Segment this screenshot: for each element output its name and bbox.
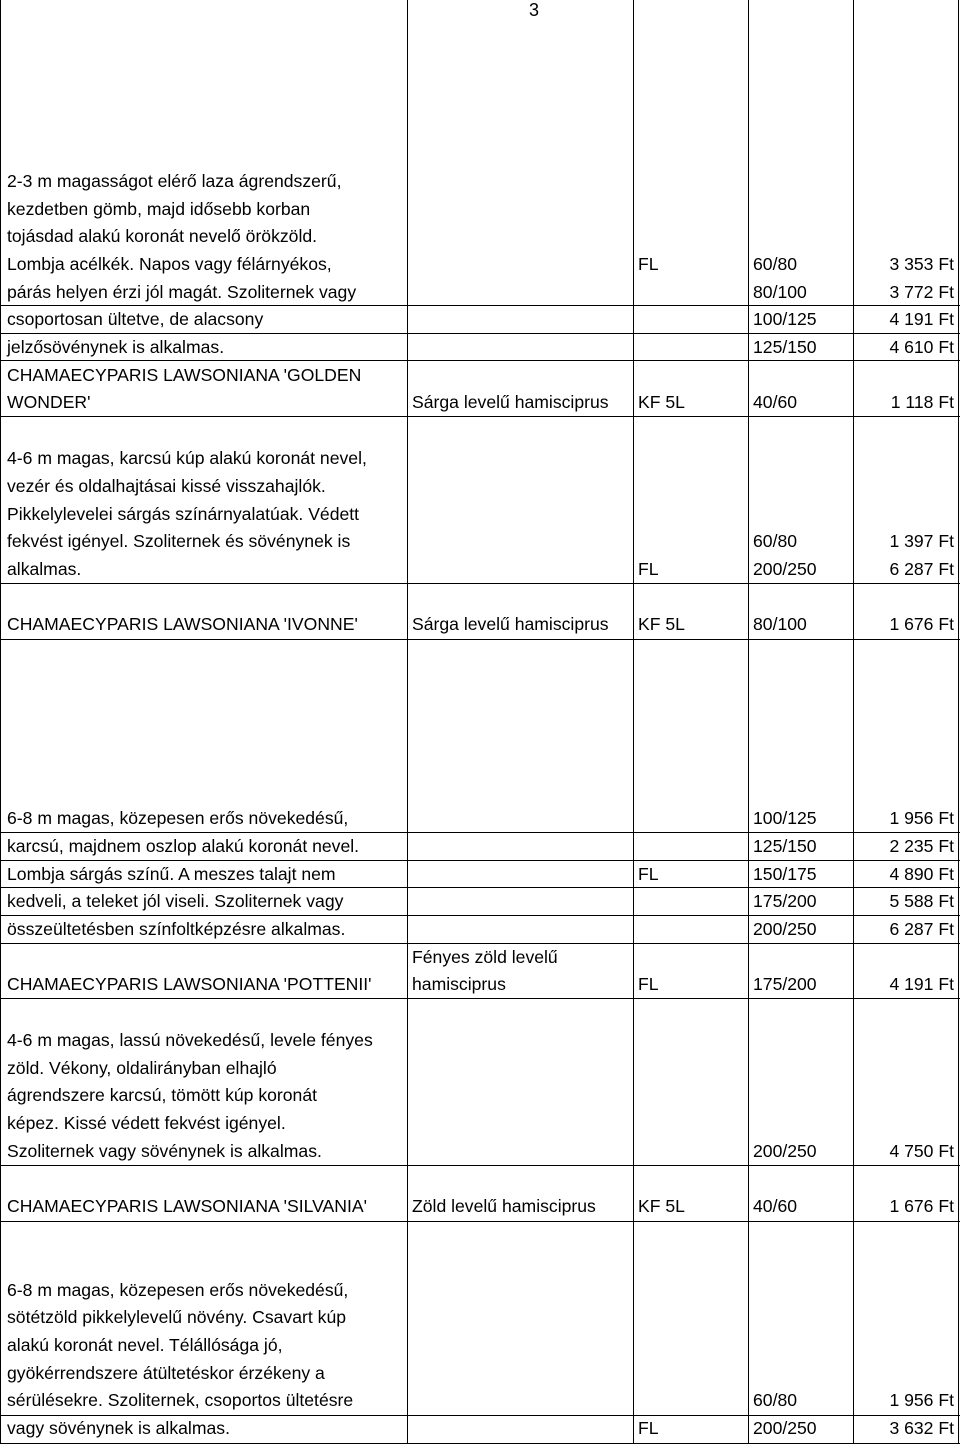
description-text: 6-8 m magas, közepesen erős növekedésű,	[7, 808, 349, 828]
common-name-cell: Fényes zöld levelű	[412, 947, 558, 967]
description-text: alakú koronát nevel. Télállósága jó,	[7, 1335, 283, 1355]
description-text: fekvést igényel. Szoliternek és sövénynek is	[7, 531, 351, 551]
common-name-cell: Sárga levelű hamisciprus	[412, 614, 609, 634]
product-name: CHAMAECYPARIS LAWSONIANA 'SILVANIA'	[7, 1196, 367, 1216]
common-name-cell: hamisciprus	[412, 974, 506, 994]
product-name: WONDER'	[7, 392, 91, 412]
description-text: karcsú, majdnem oszlop alakú koronát nevel.	[7, 836, 360, 856]
column-border	[748, 0, 749, 1444]
description-text: jelzősövénynek is alkalmas.	[7, 337, 225, 357]
column-border	[958, 0, 959, 1444]
product-name: CHAMAECYPARIS LAWSONIANA 'IVONNE'	[7, 614, 358, 634]
row-border	[0, 639, 960, 640]
type-cell: KF 5L	[638, 392, 685, 412]
size-cell: 100/125	[753, 309, 817, 329]
common-name-cell: Sárga levelű hamisciprus	[412, 392, 609, 412]
price-cell: 3 353 Ft	[889, 254, 954, 274]
price-cell: 1 118 Ft	[890, 392, 954, 412]
price-cell: 3 772 Ft	[889, 282, 954, 302]
description-text: Pikkelylevelei sárgás színárnyalatúak. Védett	[7, 504, 360, 524]
row-border	[0, 1221, 960, 1222]
price-cell: 4 750 Ft	[889, 1141, 954, 1161]
description-text: összeültetésben színfoltképzésre alkalmas.	[7, 919, 346, 939]
page-number: 3	[529, 0, 540, 20]
description-text: 4-6 m magas, karcsú kúp alakú koronát nevel,	[7, 448, 367, 468]
price-cell: 4 610 Ft	[889, 337, 954, 357]
price-cell: 4 890 Ft	[889, 864, 954, 884]
description-text: kezdetben gömb, majd idősebb korban	[7, 199, 311, 219]
description-text: vagy sövénynek is alkalmas.	[7, 1418, 230, 1438]
size-cell: 175/200	[753, 891, 817, 911]
size-cell: 60/80	[753, 1390, 798, 1410]
size-cell: 60/80	[753, 254, 798, 274]
size-cell: 200/250	[753, 1141, 817, 1161]
column-border	[853, 0, 854, 1444]
type-cell: KF 5L	[638, 614, 685, 634]
size-cell: 200/250	[753, 559, 817, 579]
price-cell: 1 956 Ft	[889, 1390, 954, 1410]
common-name-cell: Zöld levelű hamisciprus	[412, 1196, 596, 1216]
price-cell: 6 287 Ft	[889, 919, 954, 939]
size-cell: 175/200	[753, 974, 817, 994]
description-text: csoportosan ültetve, de alacsony	[7, 309, 264, 329]
description-text: kedveli, a teleket jól viseli. Szoliternek vagy	[7, 891, 344, 911]
price-cell: 4 191 Ft	[889, 309, 954, 329]
size-cell: 200/250	[753, 1418, 817, 1438]
column-border	[407, 0, 408, 1444]
size-cell: 60/80	[753, 531, 798, 551]
type-cell: FL	[638, 864, 659, 884]
description-text: alkalmas.	[7, 559, 82, 579]
price-cell: 2 235 Ft	[889, 836, 954, 856]
type-cell: FL	[638, 254, 659, 274]
price-cell: 1 397 Ft	[889, 531, 954, 551]
type-cell: FL	[638, 559, 659, 579]
size-cell: 200/250	[753, 919, 817, 939]
price-cell: 1 676 Ft	[889, 1196, 954, 1216]
price-cell: 1 676 Ft	[889, 614, 954, 634]
type-cell: FL	[638, 1418, 659, 1438]
type-cell: KF 5L	[638, 1196, 685, 1216]
size-cell: 40/60	[753, 1196, 798, 1216]
description-text: gyökérrendszere átültetéskor érzékeny a	[7, 1363, 325, 1383]
size-cell: 80/100	[753, 282, 807, 302]
description-text: Szoliternek vagy sövénynek is alkalmas.	[7, 1141, 322, 1161]
price-cell: 5 588 Ft	[889, 891, 954, 911]
description-text: sérülésekre. Szoliternek, csoportos ültetésre	[7, 1390, 354, 1410]
price-cell: 1 956 Ft	[889, 808, 954, 828]
size-cell: 125/150	[753, 337, 817, 357]
description-text: párás helyen érzi jól magát. Szoliternek vagy	[7, 282, 357, 302]
description-text: Lombja sárgás színű. A meszes talajt nem	[7, 864, 336, 884]
product-name: CHAMAECYPARIS LAWSONIANA 'GOLDEN	[7, 365, 362, 385]
description-text: 6-8 m magas, közepesen erős növekedésű,	[7, 1280, 349, 1300]
price-cell: 6 287 Ft	[889, 559, 954, 579]
description-text: tojásdad alakú koronát nevelő örökzöld.	[7, 226, 318, 246]
size-cell: 125/150	[753, 836, 817, 856]
column-border	[633, 0, 634, 1444]
type-cell: FL	[638, 974, 659, 994]
size-cell: 80/100	[753, 614, 807, 634]
size-cell: 150/175	[753, 864, 817, 884]
description-text: Lombja acélkék. Napos vagy félárnyékos,	[7, 254, 332, 274]
product-name: CHAMAECYPARIS LAWSONIANA 'POTTENII'	[7, 974, 372, 994]
description-text: zöld. Vékony, oldalirányban elhajló	[7, 1058, 277, 1078]
price-cell: 4 191 Ft	[889, 974, 954, 994]
description-text: sötétzöld pikkelylevelű növény. Csavart kúp	[7, 1307, 347, 1327]
description-text: képez. Kissé védett fekvést igényel.	[7, 1113, 286, 1133]
column-border	[0, 0, 1, 1444]
description-text: vezér és oldalhajtásai kissé visszahajlók.	[7, 476, 326, 496]
description-text: 2-3 m magasságot elérő laza ágrendszerű,	[7, 171, 342, 191]
description-text: 4-6 m magas, lassú növekedésű, levele fényes	[7, 1030, 373, 1050]
size-cell: 40/60	[753, 392, 798, 412]
price-cell: 3 632 Ft	[889, 1418, 954, 1438]
size-cell: 100/125	[753, 808, 817, 828]
description-text: ágrendszere karcsú, tömött kúp koronát	[7, 1085, 318, 1105]
